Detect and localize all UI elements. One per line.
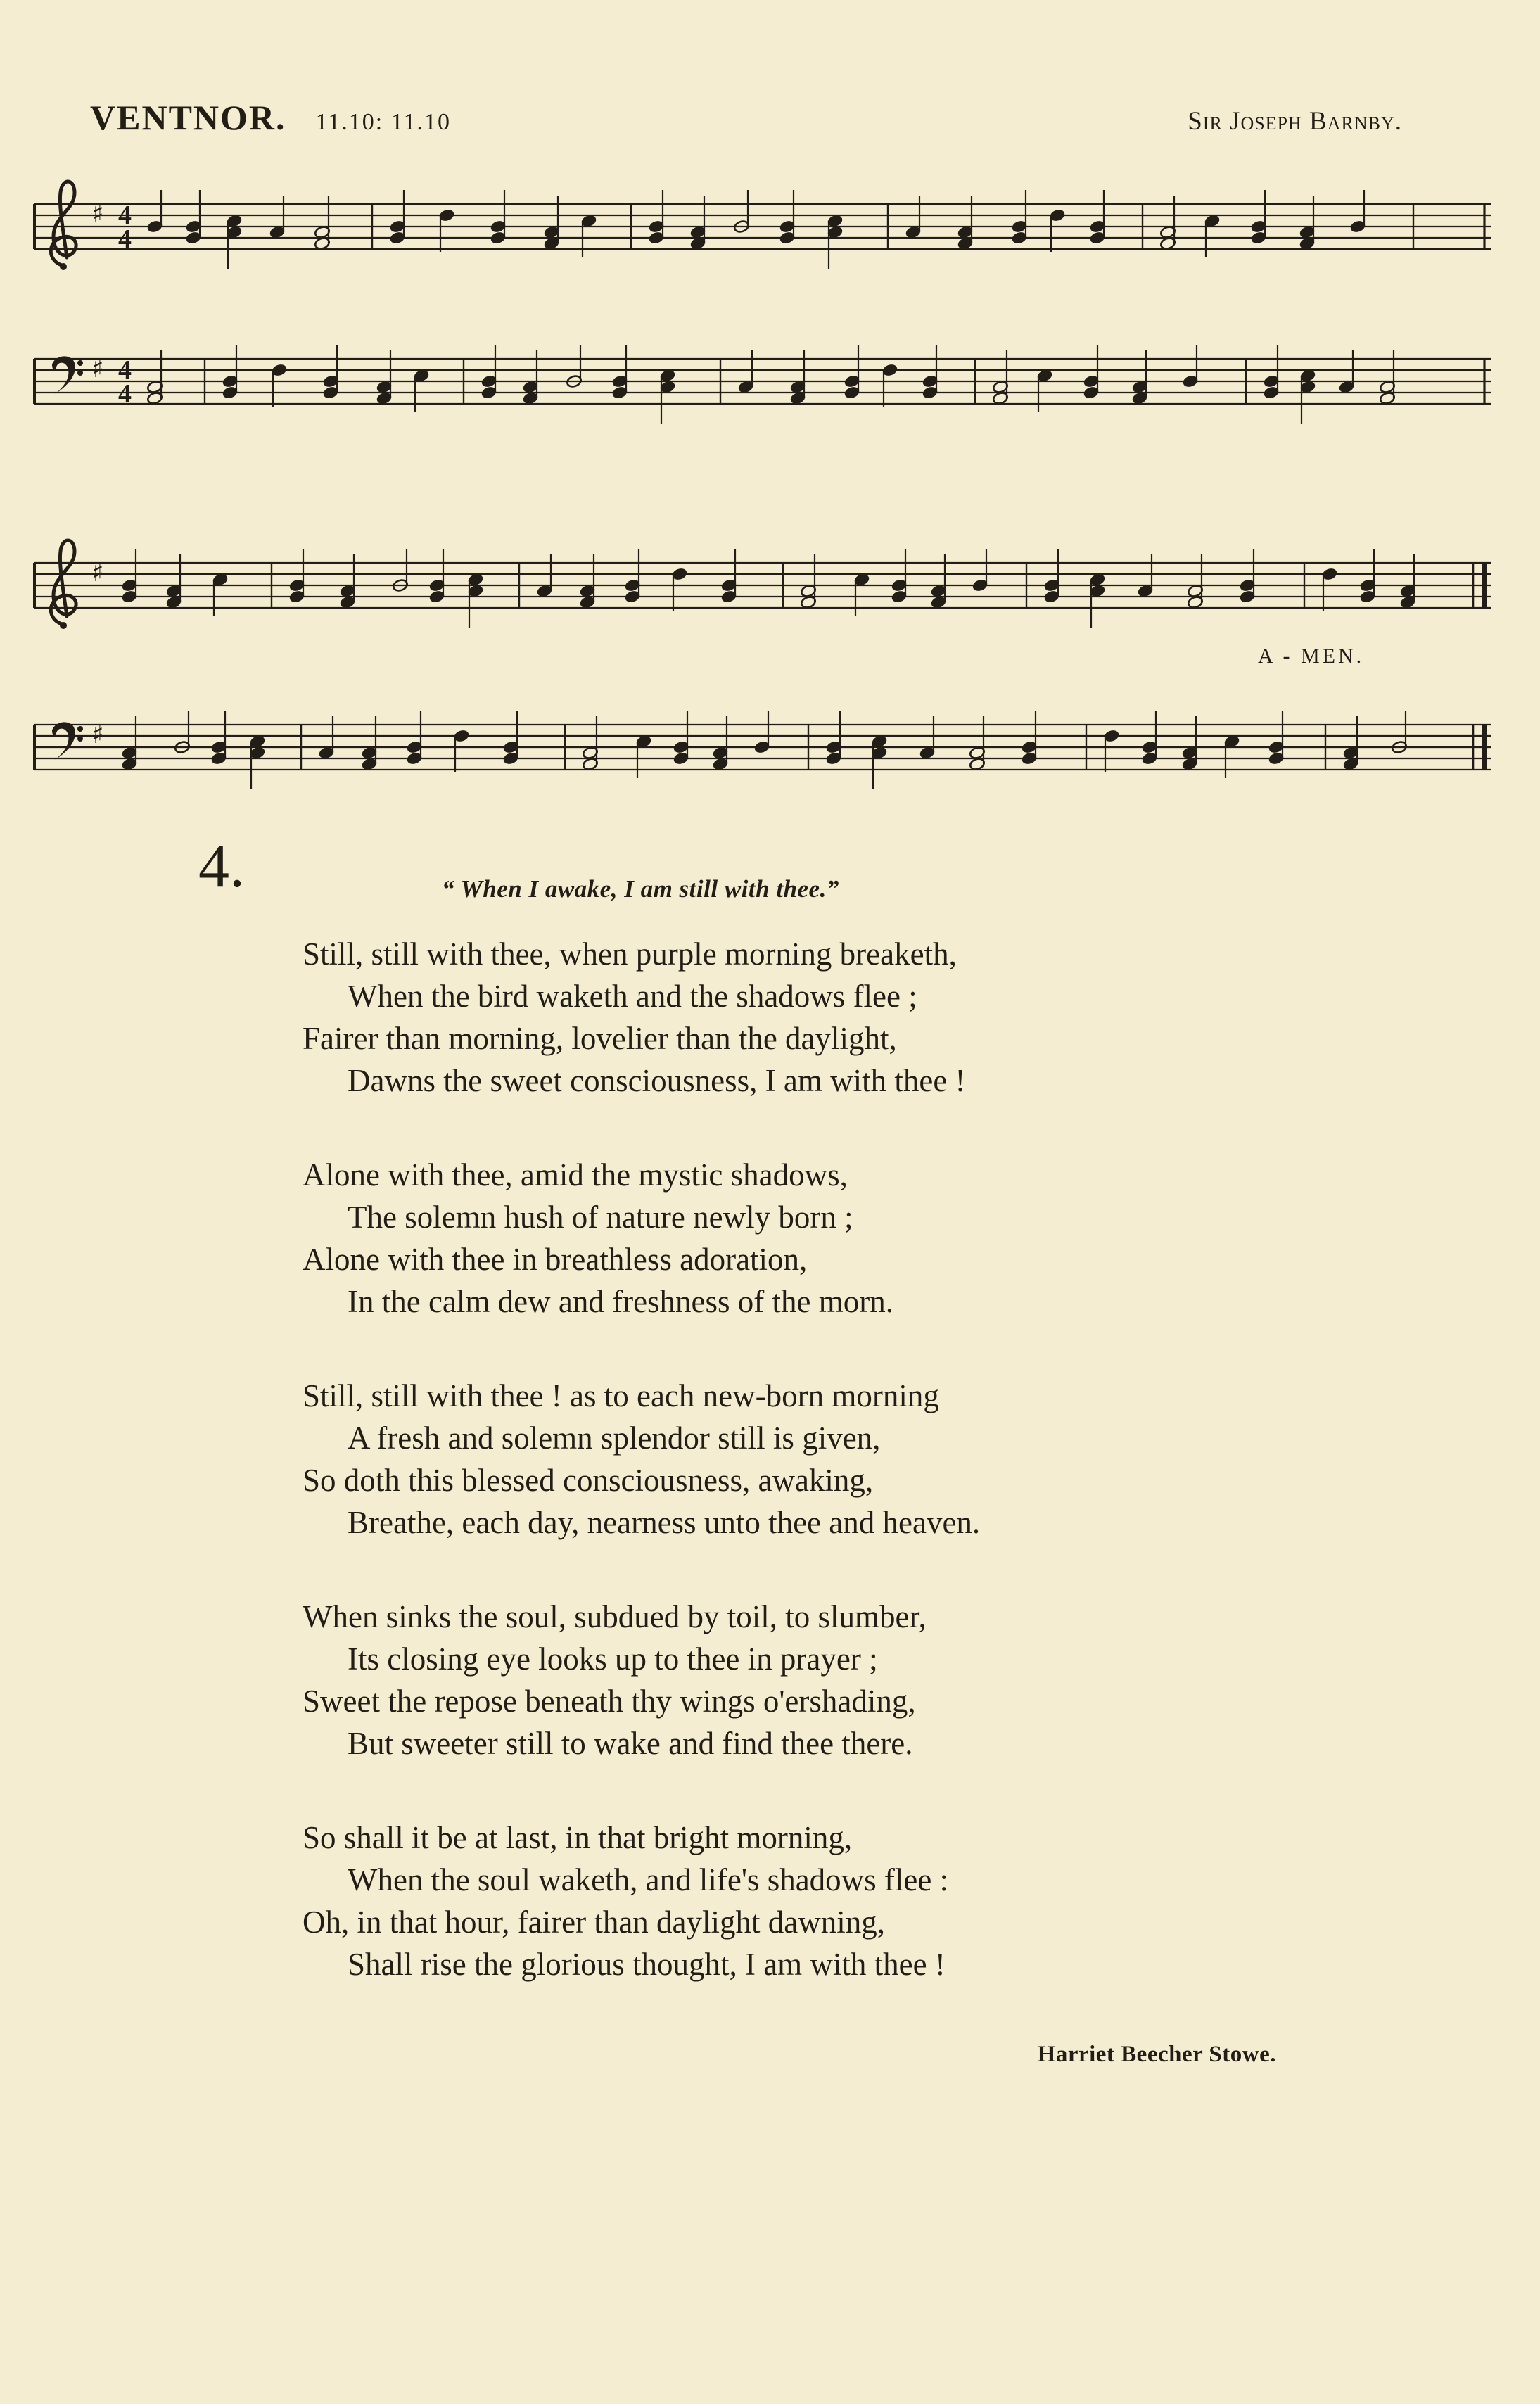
time-signature-upper: 4 xyxy=(118,355,132,385)
stanza-line: In the calm dew and freshness of the morn. xyxy=(348,1284,894,1319)
stanza-line: Alone with thee in breathless adoration, xyxy=(303,1242,808,1277)
key-signature: ♯ xyxy=(91,559,104,587)
music-staff-svg xyxy=(24,318,1515,452)
key-signature: ♯ xyxy=(91,355,104,383)
music-staff-treble-1 xyxy=(24,163,1515,297)
key-signature: ♯ xyxy=(91,720,104,749)
stanza-line: So doth this blessed consciousness, awaking, xyxy=(303,1463,874,1498)
key-signature: ♯ xyxy=(91,200,104,229)
stanza-line: Alone with thee, amid the mystic shadows, xyxy=(303,1157,848,1193)
bass-clef-icon xyxy=(52,356,83,394)
tune-title-block xyxy=(90,97,451,138)
stanza-line: But sweeter still to wake and find thee there. xyxy=(348,1726,913,1761)
stanza-line: Breathe, each day, nearness unto thee and heaven. xyxy=(348,1505,981,1540)
composer-credit: Sir Joseph Barnby. xyxy=(1188,107,1402,136)
time-signature-upper: 4 xyxy=(118,201,132,230)
stanza-4 xyxy=(303,1596,1309,1764)
stanza-line: Its closing eye looks up to thee in prayer ; xyxy=(348,1641,878,1677)
stanza-line: The solemn hush of nature newly born ; xyxy=(348,1200,853,1235)
stanza-line: A fresh and solemn splendor still is given, xyxy=(348,1420,881,1456)
stanza-line: Sweet the repose beneath thy wings o'ershading, xyxy=(303,1684,916,1719)
author-credit: Harriet Beecher Stowe. xyxy=(1037,2042,1276,2067)
bass-clef-icon xyxy=(52,722,83,760)
stanza-line: When the bird waketh and the shadows flee ; xyxy=(348,979,917,1014)
stanza-2 xyxy=(303,1154,1309,1323)
stanza-line: Fairer than morning, lovelier than the daylight, xyxy=(303,1021,897,1056)
stanza-line: Still, still with thee, when purple morning breaketh, xyxy=(303,936,957,972)
music-staff-svg xyxy=(24,163,1515,297)
hymn-epigraph: “ When I awake, I am still with thee.” xyxy=(442,875,839,903)
music-staff-svg xyxy=(24,684,1515,818)
stanza-line: When sinks the soul, subdued by toil, to slumber, xyxy=(303,1599,927,1634)
stanza-line: Shall rise the glorious thought, I am with thee ! xyxy=(348,1947,946,1982)
stanza-line: Dawns the sweet consciousness, I am with thee ! xyxy=(348,1063,966,1098)
hymn-number: 4. xyxy=(198,832,245,901)
hymn-stanzas xyxy=(303,933,1309,2075)
hymn-header xyxy=(90,97,1402,138)
music-staff-bass-1 xyxy=(24,318,1515,452)
stanza-5 xyxy=(303,1817,1309,1985)
stanza-line: So shall it be at last, in that bright morning, xyxy=(303,1820,853,1855)
music-staff-treble-2 xyxy=(24,522,1515,656)
tune-meter: 11.10: 11.10 xyxy=(315,109,451,135)
stanza-1 xyxy=(303,933,1309,1102)
time-signature-lower: 4 xyxy=(118,379,132,409)
time-signature-lower: 4 xyxy=(118,224,132,254)
tune-name: VENTNOR. xyxy=(90,98,286,137)
music-staff-bass-2 xyxy=(24,684,1515,818)
music-staff-svg xyxy=(24,522,1515,656)
amen-label: A - MEN. xyxy=(1258,644,1365,668)
stanza-line: Still, still with thee ! as to each new-born morning xyxy=(303,1378,939,1413)
stanza-3 xyxy=(303,1375,1309,1544)
stanza-line: Oh, in that hour, fairer than daylight dawning, xyxy=(303,1904,885,1940)
stanza-line: When the soul waketh, and life's shadows flee : xyxy=(348,1862,949,1897)
